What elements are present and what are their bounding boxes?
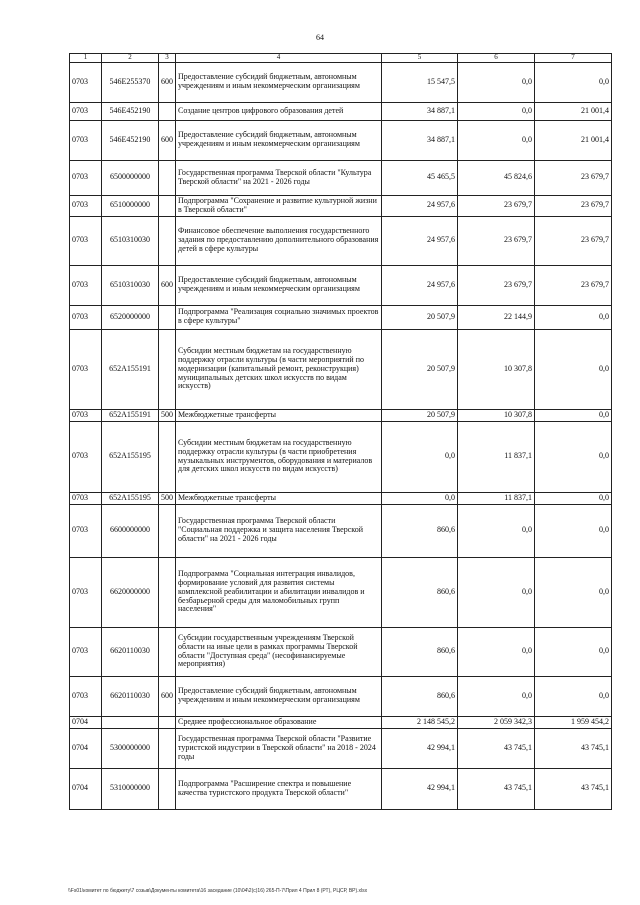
razdel-code: 0703 (70, 120, 102, 160)
razdel-code: 0703 (70, 557, 102, 627)
amount-year-2: 10 307,8 (458, 409, 535, 421)
amount-year-2: 23 679,7 (458, 265, 535, 305)
amount-year-1: 20 507,9 (382, 305, 458, 329)
table-row (70, 195, 612, 216)
expense-type-code (159, 716, 176, 728)
amount-year-3: 0,0 (535, 676, 612, 716)
item-name: Государственная программа Тверской области "Социальная поддержка и защита населения Тверской области" на 2021 - 2026 годы (176, 504, 382, 557)
target-article-code: 5300000000 (102, 728, 159, 768)
razdel-code: 0703 (70, 627, 102, 676)
amount-year-1: 42 994,1 (382, 768, 458, 809)
amount-year-3: 21 001,4 (535, 120, 612, 160)
item-name: Межбюджетные трансферты (176, 492, 382, 504)
target-article-code: 6510310030 (102, 216, 159, 265)
amount-year-3: 43 745,1 (535, 728, 612, 768)
item-name: Подпрограмма "Социальная интеграция инвалидов, формирование условий для развития системы комплексной реабилитации и абилитации инвалидов и безбарьерной среды для маломобильных групп населения" (176, 557, 382, 627)
razdel-code: 0703 (70, 305, 102, 329)
item-name: Государственная программа Тверской области "Культура Тверской области" на 2021 - 2026 годы (176, 160, 382, 195)
target-article-code: 6520000000 (102, 305, 159, 329)
expense-type-code (159, 195, 176, 216)
table-row (70, 557, 612, 627)
item-name: Подпрограмма "Расширение спектра и повышение качества туристского продукта Тверской области" (176, 768, 382, 809)
amount-year-1: 24 957,6 (382, 265, 458, 305)
footer-file-path: \\Fs01\комитет по бюджету\7 созыв\Документы комитета\16 заседание (10\04\2(с)16) 265-П-7\Прил 4 Прил 8 (РТ), РЦСР, ВР).xlsx (68, 888, 368, 894)
amount-year-3: 23 679,7 (535, 160, 612, 195)
amount-year-1: 0,0 (382, 492, 458, 504)
target-article-code: 6620110030 (102, 676, 159, 716)
amount-year-2: 0,0 (458, 504, 535, 557)
table-row (70, 305, 612, 329)
razdel-code: 0703 (70, 195, 102, 216)
expense-type-code: 500 (159, 492, 176, 504)
table-row (70, 160, 612, 195)
target-article-code: 546E452190 (102, 102, 159, 120)
table-row (70, 421, 612, 492)
target-article-code: 652A155195 (102, 421, 159, 492)
razdel-code: 0703 (70, 421, 102, 492)
razdel-code: 0703 (70, 409, 102, 421)
amount-year-1: 42 994,1 (382, 728, 458, 768)
amount-year-2: 0,0 (458, 557, 535, 627)
page-number: 64 (316, 33, 324, 42)
table-row (70, 329, 612, 409)
expense-type-code (159, 102, 176, 120)
amount-year-2: 43 745,1 (458, 768, 535, 809)
amount-year-3: 43 745,1 (535, 768, 612, 809)
amount-year-3: 0,0 (535, 329, 612, 409)
item-name: Создание центров цифрового образования детей (176, 102, 382, 120)
expense-type-code (159, 627, 176, 676)
column-header: 3 (159, 54, 176, 63)
amount-year-3: 0,0 (535, 409, 612, 421)
amount-year-1: 860,6 (382, 557, 458, 627)
amount-year-3: 21 001,4 (535, 102, 612, 120)
expense-type-code (159, 504, 176, 557)
amount-year-1: 860,6 (382, 627, 458, 676)
amount-year-2: 0,0 (458, 627, 535, 676)
razdel-code: 0703 (70, 62, 102, 102)
target-article-code: 546E255370 (102, 62, 159, 102)
item-name: Подпрограмма "Сохранение и развитие культурной жизни в Тверской области" (176, 195, 382, 216)
amount-year-2: 45 824,6 (458, 160, 535, 195)
table-row (70, 768, 612, 809)
amount-year-1: 45 465,5 (382, 160, 458, 195)
expense-type-code (159, 160, 176, 195)
target-article-code: 6510000000 (102, 195, 159, 216)
razdel-code: 0703 (70, 504, 102, 557)
expense-type-code: 600 (159, 265, 176, 305)
razdel-code: 0704 (70, 768, 102, 809)
expense-type-code (159, 557, 176, 627)
item-name: Предоставление субсидий бюджетным, автономным учреждениям и иным некоммерческим организациям (176, 676, 382, 716)
item-name: Государственная программа Тверской области "Развитие туристской индустрии в Тверской области" на 2018 - 2024 годы (176, 728, 382, 768)
amount-year-2: 11 837,1 (458, 492, 535, 504)
item-name: Подпрограмма "Реализация социально значимых проектов в сфере культуры" (176, 305, 382, 329)
item-name: Межбюджетные трансферты (176, 409, 382, 421)
table-row (70, 676, 612, 716)
amount-year-3: 0,0 (535, 305, 612, 329)
item-name: Предоставление субсидий бюджетным, автономным учреждениям и иным некоммерческим организациям (176, 120, 382, 160)
amount-year-1: 860,6 (382, 504, 458, 557)
razdel-code: 0703 (70, 265, 102, 305)
column-header: 7 (535, 54, 612, 63)
table-row (70, 216, 612, 265)
amount-year-1: 860,6 (382, 676, 458, 716)
amount-year-3: 1 959 454,2 (535, 716, 612, 728)
table-row (70, 504, 612, 557)
column-header: 2 (102, 54, 159, 63)
amount-year-3: 23 679,7 (535, 195, 612, 216)
razdel-code: 0704 (70, 716, 102, 728)
amount-year-2: 23 679,7 (458, 216, 535, 265)
target-article-code: 5310000000 (102, 768, 159, 809)
expense-type-code (159, 216, 176, 265)
table-row (70, 492, 612, 504)
target-article-code: 6500000000 (102, 160, 159, 195)
amount-year-2: 2 059 342,3 (458, 716, 535, 728)
table-row (70, 120, 612, 160)
amount-year-2: 0,0 (458, 102, 535, 120)
column-header: 1 (70, 54, 102, 63)
amount-year-1: 0,0 (382, 421, 458, 492)
amount-year-2: 0,0 (458, 120, 535, 160)
item-name: Среднее профессиональное образование (176, 716, 382, 728)
amount-year-2: 11 837,1 (458, 421, 535, 492)
amount-year-1: 15 547,5 (382, 62, 458, 102)
target-article-code: 652A155191 (102, 329, 159, 409)
expense-type-code (159, 728, 176, 768)
amount-year-1: 24 957,6 (382, 216, 458, 265)
table-row (70, 102, 612, 120)
amount-year-1: 24 957,6 (382, 195, 458, 216)
amount-year-2: 23 679,7 (458, 195, 535, 216)
table-header-row (70, 54, 612, 63)
item-name: Финансовое обеспечение выполнения государственного задания по предоставлению дополнительного образования детей в сфере культуры (176, 216, 382, 265)
amount-year-2: 0,0 (458, 676, 535, 716)
amount-year-2: 43 745,1 (458, 728, 535, 768)
expense-type-code (159, 421, 176, 492)
target-article-code: 6620000000 (102, 557, 159, 627)
target-article-code: 6510310030 (102, 265, 159, 305)
razdel-code: 0703 (70, 492, 102, 504)
target-article-code: 546E452190 (102, 120, 159, 160)
amount-year-3: 0,0 (535, 504, 612, 557)
table-row (70, 409, 612, 421)
razdel-code: 0703 (70, 216, 102, 265)
amount-year-1: 20 507,9 (382, 329, 458, 409)
amount-year-3: 0,0 (535, 627, 612, 676)
razdel-code: 0703 (70, 102, 102, 120)
target-article-code: 652A155191 (102, 409, 159, 421)
razdel-code: 0704 (70, 728, 102, 768)
razdel-code: 0703 (70, 329, 102, 409)
expense-type-code: 500 (159, 409, 176, 421)
column-header: 6 (458, 54, 535, 63)
item-name: Субсидии местным бюджетам на государственную поддержку отрасли культуры (в части приобретения музыкальных инструментов, оборудования и материалов для детских школ искусств по видам искусств) (176, 421, 382, 492)
amount-year-3: 0,0 (535, 421, 612, 492)
item-name: Субсидии государственным учреждениям Тверской области на иные цели в рамках программы Тверской области "Доступная среда" (несофинансируемые мероприятия) (176, 627, 382, 676)
amount-year-1: 34 887,1 (382, 102, 458, 120)
target-article-code: 6620110030 (102, 627, 159, 676)
budget-table (69, 53, 612, 810)
expense-type-code: 600 (159, 120, 176, 160)
table-row (70, 716, 612, 728)
amount-year-3: 23 679,7 (535, 216, 612, 265)
amount-year-1: 34 887,1 (382, 120, 458, 160)
expense-type-code: 600 (159, 676, 176, 716)
amount-year-1: 2 148 545,2 (382, 716, 458, 728)
table-row (70, 265, 612, 305)
table-row (70, 62, 612, 102)
item-name: Субсидии местным бюджетам на государственную поддержку отрасли культуры (в части мероприятий по модернизации (капитальный ремонт, реконструкция) муниципальных детских школ искусств по видам искусств) (176, 329, 382, 409)
amount-year-3: 0,0 (535, 62, 612, 102)
column-header: 4 (176, 54, 382, 63)
item-name: Предоставление субсидий бюджетным, автономным учреждениям и иным некоммерческим организациям (176, 62, 382, 102)
amount-year-3: 0,0 (535, 492, 612, 504)
amount-year-2: 10 307,8 (458, 329, 535, 409)
expense-type-code (159, 305, 176, 329)
amount-year-3: 0,0 (535, 557, 612, 627)
column-header: 5 (382, 54, 458, 63)
item-name: Предоставление субсидий бюджетным, автономным учреждениям и иным некоммерческим организациям (176, 265, 382, 305)
amount-year-3: 23 679,7 (535, 265, 612, 305)
amount-year-2: 22 144,9 (458, 305, 535, 329)
expense-type-code: 600 (159, 62, 176, 102)
razdel-code: 0703 (70, 160, 102, 195)
target-article-code (102, 716, 159, 728)
table-row (70, 627, 612, 676)
amount-year-2: 0,0 (458, 62, 535, 102)
target-article-code: 652A155195 (102, 492, 159, 504)
expense-type-code (159, 329, 176, 409)
razdel-code: 0703 (70, 676, 102, 716)
expense-type-code (159, 768, 176, 809)
amount-year-1: 20 507,9 (382, 409, 458, 421)
table-row (70, 728, 612, 768)
target-article-code: 6600000000 (102, 504, 159, 557)
